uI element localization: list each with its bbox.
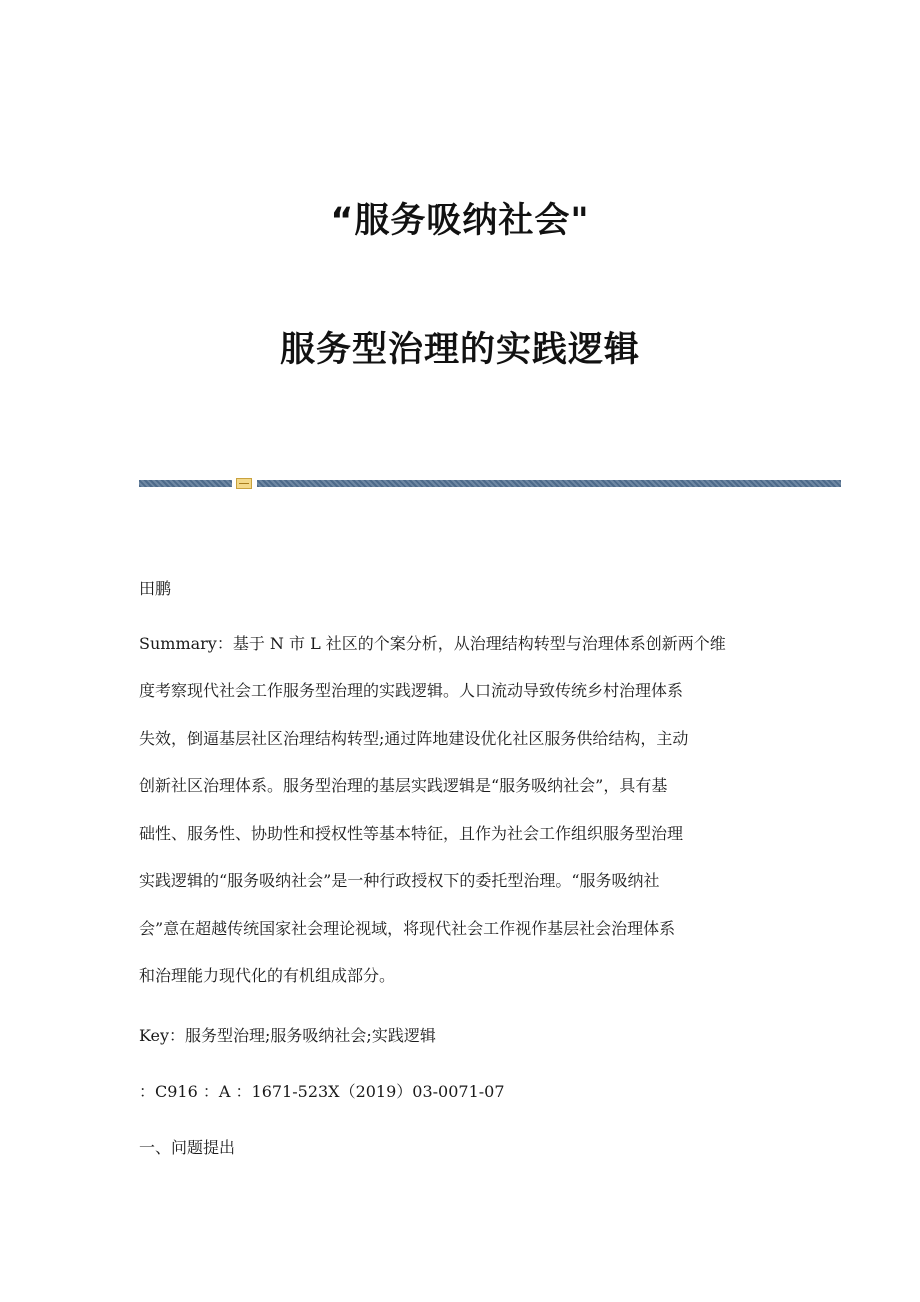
summary-line: 实践逻辑的“服务吸纳社会”是一种行政授权下的委托型治理。“服务吸纳社 [139, 871, 660, 890]
summary-line: 失效，倒逼基层社区治理结构转型;通过阵地建设优化社区服务供给结构，主动 [139, 729, 689, 748]
summary-line: Summary：基于 N 市 L 社区的个案分析，从治理结构转型与治理体系创新两个维 [139, 634, 726, 653]
author-name: 田鹏 [139, 579, 172, 598]
divider-bar-right [257, 480, 841, 487]
divider-emblem-icon [236, 478, 252, 489]
title-line-2: 服务型治理的实践逻辑 [279, 330, 640, 370]
summary-line: 创新社区治理体系。服务型治理的基层实践逻辑是“服务吸纳社会”，具有基 [139, 776, 668, 795]
keywords: Key：服务型治理;服务吸纳社会;实践逻辑 [139, 1026, 436, 1045]
classification-codes: ：C916 ：A ：1671-523X（2019）03-0071-07 [139, 1082, 505, 1101]
summary-line: 会”意在超越传统国家社会理论视域，将现代社会工作视作基层社会治理体系 [139, 919, 676, 938]
title-line-1: “服务吸纳社会" [330, 201, 590, 241]
title-divider [139, 478, 841, 489]
summary-line: 础性、服务性、协助性和授权性等基本特征，且作为社会工作组织服务型治理 [139, 824, 684, 843]
section-heading: 一、问题提出 [139, 1138, 236, 1157]
summary-line: 和治理能力现代化的有机组成部分。 [139, 966, 396, 985]
summary-line: 度考察现代社会工作服务型治理的实践逻辑。人口流动导致传统乡村治理体系 [139, 681, 684, 700]
divider-bar-left [139, 480, 232, 487]
